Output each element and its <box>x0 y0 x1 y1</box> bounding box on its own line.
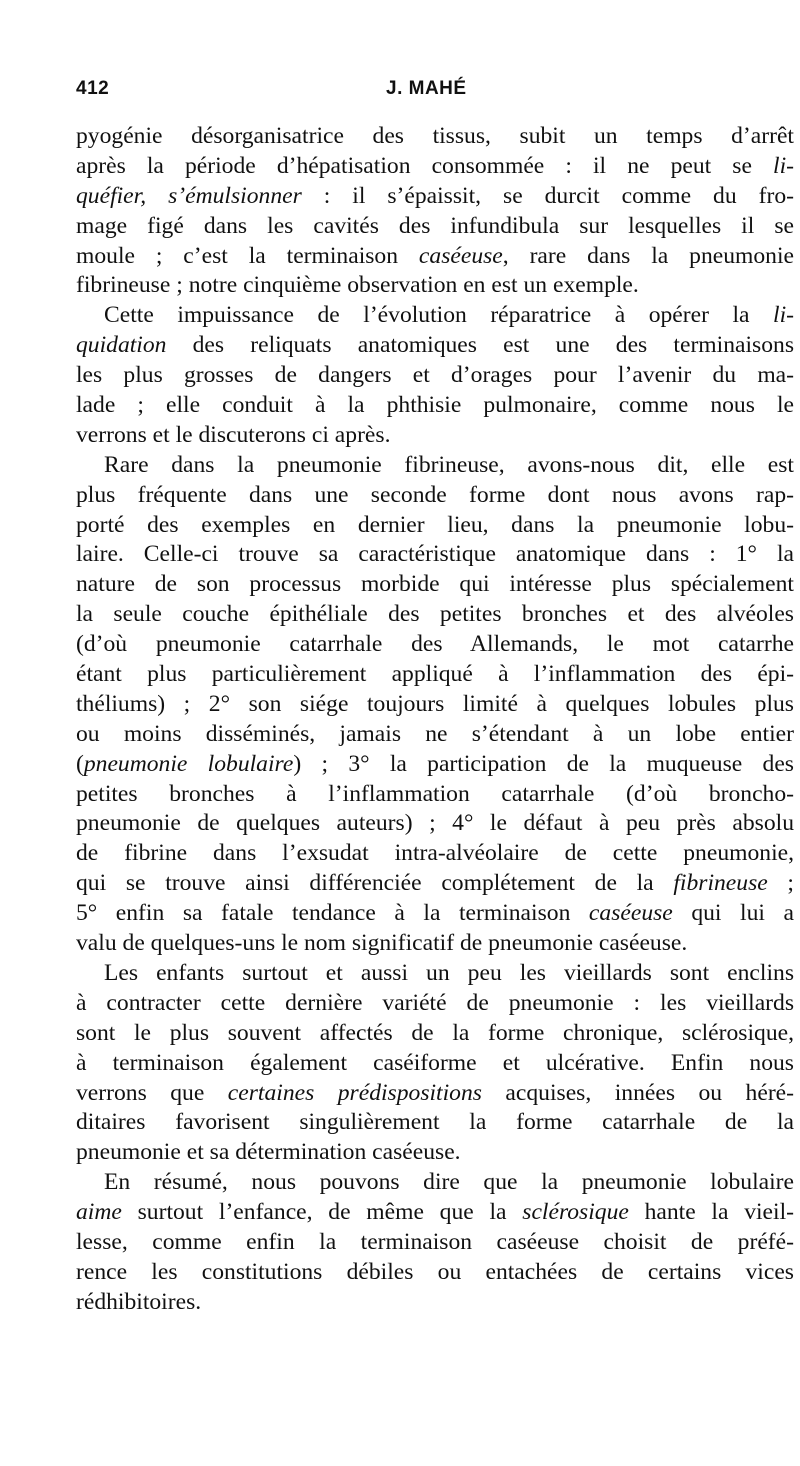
text-line <box>76 511 794 541</box>
text-line <box>76 750 794 780</box>
text-line <box>76 451 794 481</box>
text-segment: 5° enfin sa fatale tendance à la terminaison <box>76 900 589 927</box>
page-number: 412 <box>76 78 110 99</box>
text-segment: petites bronches à l’inflammation catarrhale (d’où broncho- <box>76 780 794 807</box>
italic-text: caséeuse <box>418 242 503 269</box>
document-page <box>76 70 794 1318</box>
italic-text: fibrineuse <box>673 870 768 897</box>
text-segment: fibrineuse ; notre cinquième observation en est un exemple. <box>76 272 639 299</box>
italic-text: aime <box>76 1199 122 1226</box>
text-segment: Les enfants surtout et aussi un peu les vieillards sont enclins <box>104 959 794 986</box>
body-text <box>76 122 794 1318</box>
text-line <box>76 331 794 361</box>
text-line <box>76 1138 794 1168</box>
italic-text: caséeuse <box>588 900 673 927</box>
text-segment: des reliquats anatomiques est une des terminaisons <box>166 332 794 359</box>
text-line <box>76 660 794 690</box>
text-line <box>76 630 794 660</box>
italic-text: quidation <box>76 332 167 359</box>
text-segment: ( <box>76 750 84 777</box>
text-line <box>76 1108 794 1138</box>
text-segment: laire. Celle-ci trouve sa caractéristique anatomique dans : 1° la <box>76 541 794 568</box>
text-line <box>76 391 794 421</box>
text-line <box>76 1198 794 1228</box>
text-segment: ditaires favorisent singulièrement la forme catarrhale de la <box>76 1109 794 1136</box>
text-line <box>76 720 794 750</box>
text-segment: , rare dans la pneumonie <box>502 242 794 269</box>
text-segment: porté des exemples en dernier lieu, dans la pneumonie lobu- <box>76 511 794 538</box>
text-segment: sont le plus souvent affectés de la forme chronique, sclérosique, <box>76 1019 794 1046</box>
text-line <box>76 301 794 331</box>
text-line <box>76 540 794 570</box>
text-line <box>76 212 794 242</box>
text-segment: lesse, comme enfin la terminaison caséeuse choisit de préfé- <box>76 1228 794 1255</box>
text-segment: à terminaison également caséiforme et ulcérative. Enfin nous <box>76 1049 794 1076</box>
text-segment: à contracter cette dernière variété de pneumonie : les vieillards <box>76 989 794 1016</box>
text-segment: ou moins disséminés, jamais ne s’étendant à un lobe entier <box>76 720 794 747</box>
text-segment: pneumonie et sa détermination caséeuse. <box>76 1139 461 1166</box>
italic-text: pneumonie lobulaire <box>83 750 294 777</box>
text-segment: valu de quelques-uns le nom significatif de pneumonie caséeuse. <box>76 930 688 957</box>
text-line <box>76 1049 794 1079</box>
text-line <box>76 1228 794 1258</box>
italic-text: certaines prédispositions <box>227 1079 482 1106</box>
text-segment: rédhibitoires. <box>76 1288 202 1315</box>
text-line <box>76 1258 794 1288</box>
text-line <box>76 361 794 391</box>
text-segment: la seule couche épithéliale des petites bronches et des alvéoles <box>76 601 794 628</box>
italic-text: li- <box>773 152 794 179</box>
text-segment: qui lui a <box>672 900 794 927</box>
text-line <box>76 1019 794 1049</box>
running-head-author: J. MAHÉ <box>386 78 467 99</box>
text-line <box>76 600 794 630</box>
text-line <box>76 122 794 152</box>
text-segment: étant plus particulièrement appliqué à l’inflammation des épi- <box>76 661 794 688</box>
text-segment: En résumé, nous pouvons dire que la pneumonie lobulaire <box>104 1169 794 1196</box>
text-line <box>76 182 794 212</box>
text-line <box>76 1288 794 1318</box>
text-line <box>76 899 794 929</box>
text-segment: ; <box>767 870 794 897</box>
text-segment: Cette impuissance de l’évolution réparatrice à opérer la <box>104 302 774 329</box>
text-segment: lade ; elle conduit à la phthisie pulmonaire, comme nous le <box>76 392 794 419</box>
italic-text: quéfier, s’émulsionner <box>76 182 302 209</box>
text-segment: acquises, innées ou héré- <box>481 1079 795 1106</box>
text-segment: moule ; c’est la terminaison <box>76 242 419 269</box>
text-segment: mage figé dans les cavités des infundibula sur lesquelles il se <box>76 212 794 239</box>
text-segment: : il s’épaissit, se durcit comme du fro- <box>301 182 794 209</box>
text-segment: plus fréquente dans une seconde forme dont nous avons rap- <box>76 481 794 508</box>
text-segment: surtout l’enfance, de même que la <box>121 1199 523 1226</box>
text-line <box>76 570 794 600</box>
text-segment: de fibrine dans l’exsudat intra-alvéolaire de cette pneumonie, <box>76 840 794 867</box>
italic-text: sclérosique <box>522 1199 629 1226</box>
text-segment: nature de son processus morbide qui intéresse plus spécialement <box>76 571 794 598</box>
text-line <box>76 869 794 899</box>
italic-text: li- <box>773 302 794 329</box>
text-segment: verrons que <box>76 1079 228 1106</box>
text-line <box>76 421 794 451</box>
text-segment: (d’où pneumonie catarrhale des Allemands, le mot catarrhe <box>76 631 794 658</box>
text-segment: verrons et le discuterons ci après. <box>76 421 391 448</box>
text-line <box>76 780 794 810</box>
text-line <box>76 929 794 959</box>
text-segment: après la période d’hépatisation consommée : il ne peut se <box>76 152 774 179</box>
text-line <box>76 809 794 839</box>
text-segment: les plus grosses de dangers et d’orages pour l’avenir du ma- <box>76 362 794 389</box>
text-segment: ) ; 3° la participation de la muqueuse des <box>293 750 794 777</box>
text-segment: qui se trouve ainsi différenciée complétement de la <box>76 870 674 897</box>
text-segment: pneumonie de quelques auteurs) ; 4° le défaut à peu près absolu <box>76 810 794 837</box>
text-line <box>76 839 794 869</box>
text-line <box>76 271 794 301</box>
text-line <box>76 690 794 720</box>
text-line <box>76 989 794 1019</box>
text-line <box>76 152 794 182</box>
text-segment: Rare dans la pneumonie fibrineuse, avons-nous dit, elle est <box>104 451 794 478</box>
text-line <box>76 481 794 511</box>
text-segment: théliums) ; 2° son siége toujours limité à quelques lobules plus <box>76 690 794 717</box>
text-segment: pyogénie désorganisatrice des tissus, subit un temps d’arrêt <box>76 123 794 149</box>
text-line <box>76 959 794 989</box>
text-segment: hante la vieil- <box>628 1199 794 1226</box>
running-head <box>76 70 794 106</box>
text-line <box>76 242 794 272</box>
text-line <box>76 1168 794 1198</box>
text-segment: rence les constitutions débiles ou entachées de certains vices <box>76 1258 794 1285</box>
text-line <box>76 1079 794 1109</box>
